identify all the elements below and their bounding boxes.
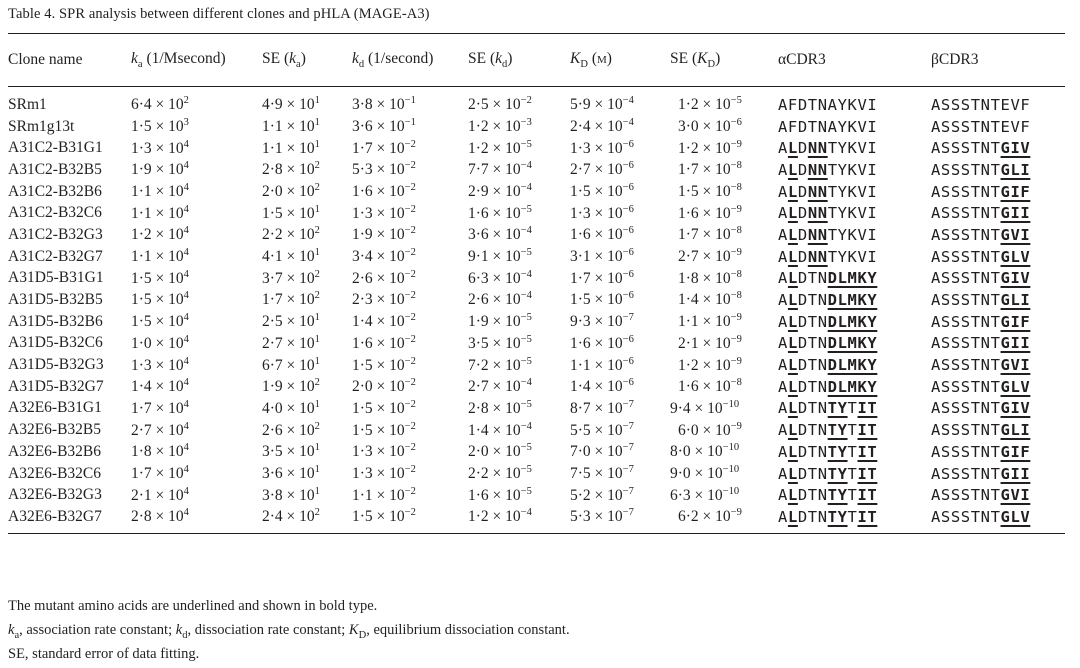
- clone-name-cell: A31C2-B31G1: [8, 139, 103, 157]
- ka-cell: $1\cdot 4 \times 10^4$: [131, 377, 189, 396]
- col-header-se-ka: SE $(k_a)$: [262, 49, 306, 71]
- se-ka-cell: $2\cdot 0 \times 10^2$: [262, 182, 320, 201]
- se-KD-cell: $9\cdot 4 \times 10^{-10}$: [670, 398, 740, 418]
- se-ka-cell: $3\cdot 8 \times 10^1$: [262, 485, 320, 504]
- alpha-cdr3-cell: ALDNNTYKVI: [778, 204, 878, 223]
- se-KD-cell: $1\cdot 5 \times 10^{-8}$: [678, 182, 742, 201]
- KD-cell: $5\cdot 2 \times 10^{-7}$: [570, 485, 634, 504]
- table-row: [8, 506, 1065, 533]
- clone-name-cell: A31D5-B32B5: [8, 291, 103, 309]
- alpha-cdr3-cell: ALDTNDLMKY: [778, 377, 878, 396]
- KD-cell: $1\cdot 5 \times 10^{-6}$: [570, 290, 634, 309]
- se-ka-cell: $4\cdot 9 \times 10^1$: [262, 95, 320, 114]
- se-ka-cell: $1\cdot 1 \times 10^1$: [262, 116, 320, 136]
- clone-name-cell: A32E6-B32B6: [8, 442, 101, 460]
- mutant-residues: DLMKY: [827, 291, 878, 310]
- table-row: [8, 246, 1065, 268]
- KD-cell: $3\cdot 1 \times 10^{-6}$: [570, 247, 634, 266]
- mutant-residues: IT: [857, 442, 878, 461]
- col-header-se-KD: SE $(K_D)$: [670, 49, 721, 71]
- mutant-residues: GIV: [1000, 139, 1031, 158]
- kd-cell: $1\cdot 7 \times 10^{-2}$: [352, 138, 416, 157]
- beta-cdr3-cell: ASSSTNTEVF: [931, 117, 1031, 136]
- se-kd-cell: $9\cdot 1 \times 10^{-5}$: [468, 247, 532, 266]
- se-kd-cell: $2\cdot 9 \times 10^{-4}$: [468, 182, 532, 201]
- mutant-residues: L: [787, 486, 798, 505]
- se-ka-cell: $3\cdot 5 \times 10^1$: [262, 442, 320, 461]
- ka-cell: $1\cdot 1 \times 10^4$: [131, 247, 189, 266]
- kd-cell: $3\cdot 8 \times 10^{-1}$: [352, 95, 416, 114]
- alpha-cdr3-cell: ALDTNDLMKY: [778, 291, 878, 310]
- alpha-cdr3-cell: ALDTNDLMKY: [778, 356, 878, 375]
- beta-cdr3-cell: ASSSTNTGLI: [931, 160, 1031, 179]
- se-KD-cell: $1\cdot 2 \times 10^{-9}$: [678, 355, 742, 374]
- mutant-residues: GIF: [1000, 312, 1031, 331]
- KD-cell: $8\cdot 7 \times 10^{-7}$: [570, 398, 634, 418]
- mutant-residues: GLI: [1000, 160, 1031, 179]
- alpha-cdr3-cell: ALDNNTYKVI: [778, 160, 878, 179]
- se-KD-cell: $1\cdot 2 \times 10^{-9}$: [678, 138, 742, 157]
- KD-cell: $1\cdot 3 \times 10^{-6}$: [570, 138, 634, 157]
- mutant-residues: GVI: [1000, 225, 1031, 244]
- mutant-residues: GIV: [1000, 399, 1031, 418]
- beta-cdr3-cell: ASSSTNTGIF: [931, 312, 1031, 331]
- table-row: [8, 181, 1065, 203]
- clone-name-cell: A32E6-B32G3: [8, 486, 102, 504]
- mutant-residues: DLMKY: [827, 377, 878, 396]
- se-ka-cell: $2\cdot 2 \times 10^2$: [262, 225, 320, 244]
- beta-cdr3-cell: ASSSTNTGIF: [931, 182, 1031, 201]
- table-row: [8, 311, 1065, 333]
- se-kd-cell: $2\cdot 6 \times 10^{-4}$: [468, 290, 532, 309]
- alpha-cdr3-cell: ALDTNTYTIT: [778, 421, 878, 440]
- mutant-residues: TY: [827, 464, 848, 483]
- ka-cell: $1\cdot 5 \times 10^4$: [131, 290, 189, 309]
- header-row: [8, 34, 1065, 87]
- clone-name-cell: A31D5-B32B6: [8, 312, 103, 330]
- table-row: [8, 419, 1065, 441]
- mutant-residues: GLI: [1000, 421, 1031, 440]
- table-row: [8, 398, 1065, 420]
- se-kd-cell: $6\cdot 3 \times 10^{-4}$: [468, 268, 532, 287]
- se-kd-cell: $2\cdot 5 \times 10^{-2}$: [468, 95, 532, 114]
- beta-cdr3-cell: ASSSTNTGLI: [931, 421, 1031, 440]
- mutant-residues: TY: [827, 486, 848, 505]
- kd-cell: $1\cdot 5 \times 10^{-2}$: [352, 355, 416, 374]
- beta-cdr3-cell: ASSSTNTGLI: [931, 291, 1031, 310]
- beta-cdr3-cell: ASSSTNTGIV: [931, 139, 1031, 158]
- mutant-residues: GLI: [1000, 291, 1031, 310]
- mutant-residues: DLMKY: [827, 312, 878, 331]
- mutant-residues: L: [787, 182, 798, 201]
- kd-cell: $1\cdot 4 \times 10^{-2}$: [352, 312, 416, 331]
- se-KD-cell: $1\cdot 4 \times 10^{-8}$: [678, 290, 742, 309]
- mutant-residues: L: [787, 247, 798, 266]
- se-ka-cell: $2\cdot 8 \times 10^2$: [262, 160, 320, 179]
- ka-cell: $1\cdot 2 \times 10^4$: [131, 225, 189, 244]
- kd-cell: $1\cdot 3 \times 10^{-2}$: [352, 203, 416, 222]
- KD-cell: $1\cdot 7 \times 10^{-6}$: [570, 268, 634, 287]
- KD-cell: $7\cdot 0 \times 10^{-7}$: [570, 442, 634, 461]
- mutant-residues: L: [787, 334, 798, 353]
- se-ka-cell: $1\cdot 5 \times 10^1$: [262, 203, 320, 222]
- table-row: [8, 333, 1065, 355]
- se-kd-cell: $2\cdot 0 \times 10^{-5}$: [468, 442, 532, 461]
- mutant-residues: TY: [827, 507, 848, 526]
- beta-cdr3-cell: ASSSTNTGVI: [931, 486, 1031, 505]
- se-ka-cell: $1\cdot 1 \times 10^1$: [262, 138, 320, 157]
- kd-cell: $2\cdot 3 \times 10^{-2}$: [352, 290, 416, 309]
- beta-cdr3-cell: ASSSTNTGVI: [931, 356, 1031, 375]
- mutant-residues: L: [787, 139, 798, 158]
- mutant-residues: NN: [807, 247, 828, 266]
- beta-cdr3-cell: ASSSTNTGIV: [931, 399, 1031, 418]
- mutant-residues: GII: [1000, 204, 1031, 223]
- kd-cell: $3\cdot 4 \times 10^{-2}$: [352, 247, 416, 266]
- KD-cell: $1\cdot 1 \times 10^{-6}$: [570, 355, 634, 374]
- kd-cell: $2\cdot 0 \times 10^{-2}$: [352, 377, 416, 396]
- mutant-residues: L: [787, 464, 798, 483]
- ka-cell: $1\cdot 5 \times 10^3$: [131, 116, 189, 136]
- se-ka-cell: $1\cdot 9 \times 10^2$: [262, 377, 320, 396]
- table-row: [8, 289, 1065, 311]
- table-row: [8, 202, 1065, 224]
- col-header-kd: $k_d$ (1/second): [352, 49, 434, 71]
- KD-cell: $7\cdot 5 \times 10^{-7}$: [570, 463, 634, 483]
- se-kd-cell: $1\cdot 6 \times 10^{-5}$: [468, 485, 532, 504]
- ka-cell: $1\cdot 5 \times 10^4$: [131, 312, 189, 331]
- se-ka-cell: $4\cdot 0 \times 10^1$: [262, 398, 320, 418]
- kd-cell: $1\cdot 5 \times 10^{-2}$: [352, 398, 416, 418]
- KD-cell: $5\cdot 3 \times 10^{-7}$: [570, 507, 634, 526]
- mutant-residues: L: [787, 291, 798, 310]
- clone-name-cell: A31D5-B32G7: [8, 377, 104, 395]
- table-row: [8, 224, 1065, 246]
- alpha-cdr3-cell: ALDNNTYKVI: [778, 182, 878, 201]
- clone-name-cell: SRm1: [8, 95, 47, 113]
- se-kd-cell: $1\cdot 9 \times 10^{-5}$: [468, 312, 532, 331]
- mutant-residues: L: [787, 204, 798, 223]
- mutant-residues: GLV: [1000, 377, 1031, 396]
- table-row: [8, 159, 1065, 181]
- se-ka-cell: $6\cdot 7 \times 10^1$: [262, 355, 320, 374]
- se-kd-cell: $2\cdot 8 \times 10^{-5}$: [468, 398, 532, 418]
- note-abbrev-se: SE, standard error of data fitting.: [8, 646, 200, 662]
- se-ka-cell: $3\cdot 7 \times 10^2$: [262, 268, 320, 287]
- alpha-cdr3-cell: AFDTNAYKVI: [778, 95, 878, 114]
- ka-cell: $2\cdot 7 \times 10^4$: [131, 420, 189, 439]
- mutant-residues: NN: [807, 139, 828, 158]
- kd-cell: $5\cdot 3 \times 10^{-2}$: [352, 160, 416, 179]
- beta-cdr3-cell: ASSSTNTGIV: [931, 269, 1031, 288]
- se-kd-cell: $1\cdot 2 \times 10^{-3}$: [468, 116, 532, 136]
- mutant-residues: L: [787, 507, 798, 526]
- KD-cell: $5\cdot 9 \times 10^{-4}$: [570, 95, 634, 114]
- se-kd-cell: $7\cdot 2 \times 10^{-5}$: [468, 355, 532, 374]
- mutant-residues: L: [787, 225, 798, 244]
- clone-name-cell: A31D5-B32C6: [8, 334, 103, 352]
- KD-cell: $2\cdot 4 \times 10^{-4}$: [570, 116, 634, 136]
- se-KD-cell: $1\cdot 6 \times 10^{-8}$: [678, 377, 742, 396]
- se-KD-cell: $1\cdot 7 \times 10^{-8}$: [678, 160, 742, 179]
- se-KD-cell: $1\cdot 8 \times 10^{-8}$: [678, 268, 742, 287]
- table-row: [8, 116, 1065, 138]
- se-kd-cell: $1\cdot 4 \times 10^{-4}$: [468, 420, 532, 439]
- clone-name-cell: A32E6-B32G7: [8, 507, 102, 525]
- table-row: [8, 137, 1065, 159]
- se-kd-cell: $7\cdot 7 \times 10^{-4}$: [468, 160, 532, 179]
- mutant-residues: GII: [1000, 334, 1031, 353]
- mutant-residues: GLV: [1000, 507, 1031, 526]
- mutant-residues: NN: [807, 204, 828, 223]
- se-KD-cell: $2\cdot 7 \times 10^{-9}$: [678, 247, 742, 266]
- se-ka-cell: $3\cdot 6 \times 10^1$: [262, 463, 320, 483]
- kd-cell: $1\cdot 9 \times 10^{-2}$: [352, 225, 416, 244]
- se-KD-cell: $1\cdot 2 \times 10^{-5}$: [678, 95, 742, 114]
- se-kd-cell: $3\cdot 5 \times 10^{-5}$: [468, 333, 532, 352]
- alpha-cdr3-cell: ALDNNTYKVI: [778, 139, 878, 158]
- alpha-cdr3-cell: ALDTNTYTIT: [778, 486, 878, 505]
- mutant-residues: IT: [857, 507, 878, 526]
- beta-cdr3-cell: ASSSTNTGVI: [931, 225, 1031, 244]
- se-KD-cell: $6\cdot 2 \times 10^{-9}$: [678, 507, 742, 526]
- se-kd-cell: $2\cdot 7 \times 10^{-4}$: [468, 377, 532, 396]
- se-ka-cell: $2\cdot 5 \times 10^1$: [262, 312, 320, 331]
- KD-cell: $1\cdot 6 \times 10^{-6}$: [570, 225, 634, 244]
- mutant-residues: IT: [857, 421, 878, 440]
- beta-cdr3-cell: ASSSTNTGLV: [931, 377, 1031, 396]
- table-row: [8, 463, 1065, 485]
- kd-cell: $1\cdot 5 \times 10^{-2}$: [352, 420, 416, 439]
- se-kd-cell: $1\cdot 2 \times 10^{-5}$: [468, 138, 532, 157]
- se-kd-cell: $2\cdot 2 \times 10^{-5}$: [468, 463, 532, 483]
- clone-name-cell: A31D5-B31G1: [8, 269, 104, 287]
- beta-cdr3-cell: ASSSTNTGII: [931, 334, 1031, 353]
- mutant-residues: IT: [857, 486, 878, 505]
- alpha-cdr3-cell: ALDTNTYTIT: [778, 399, 878, 418]
- mutant-residues: L: [787, 312, 798, 331]
- mutant-residues: L: [787, 399, 798, 418]
- se-ka-cell: $1\cdot 7 \times 10^2$: [262, 290, 320, 309]
- mutant-residues: L: [787, 160, 798, 179]
- col-header-acdr3: αCDR3: [778, 51, 826, 68]
- ka-cell: $1\cdot 3 \times 10^4$: [131, 355, 189, 374]
- clone-name-cell: A31C2-B32B5: [8, 160, 102, 178]
- se-kd-cell: $1\cdot 2 \times 10^{-4}$: [468, 507, 532, 526]
- table-row: [8, 87, 1065, 116]
- clone-name-cell: A31C2-B32B6: [8, 182, 102, 200]
- KD-cell: $5\cdot 5 \times 10^{-7}$: [570, 420, 634, 439]
- mutant-residues: DLMKY: [827, 269, 878, 288]
- mutant-residues: GLV: [1000, 247, 1031, 266]
- col-header-se-kd: SE $(k_d)$: [468, 49, 513, 71]
- se-kd-cell: $1\cdot 6 \times 10^{-5}$: [468, 203, 532, 222]
- kd-cell: $1\cdot 6 \times 10^{-2}$: [352, 182, 416, 201]
- col-header-KD: $K_D$ (m): [570, 49, 612, 71]
- mutant-residues: NN: [807, 160, 828, 179]
- clone-name-cell: SRm1g13t: [8, 117, 75, 135]
- table-caption: Table 4. SPR analysis between different clones and pHLA (MAGE-A3): [8, 6, 430, 22]
- mutant-residues: DLMKY: [827, 356, 878, 375]
- clone-name-cell: A32E6-B32B5: [8, 421, 101, 439]
- alpha-cdr3-cell: ALDTNTYTIT: [778, 464, 878, 483]
- se-KD-cell: $6\cdot 0 \times 10^{-9}$: [678, 420, 742, 439]
- alpha-cdr3-cell: ALDTNDLMKY: [778, 312, 878, 331]
- alpha-cdr3-cell: ALDNNTYKVI: [778, 225, 878, 244]
- col-header-bcdr3: βCDR3: [931, 51, 979, 68]
- note-mutant: The mutant amino acids are underlined and shown in bold type.: [8, 598, 378, 614]
- ka-cell: $1\cdot 7 \times 10^4$: [131, 463, 189, 483]
- mutant-residues: GIF: [1000, 182, 1031, 201]
- KD-cell: $1\cdot 4 \times 10^{-6}$: [570, 377, 634, 396]
- mutant-residues: GIV: [1000, 269, 1031, 288]
- se-KD-cell: $8\cdot 0 \times 10^{-10}$: [670, 442, 740, 461]
- mutant-residues: L: [787, 421, 798, 440]
- mutant-residues: GVI: [1000, 486, 1031, 505]
- clone-name-cell: A32E6-B32C6: [8, 464, 101, 482]
- kd-cell: $1\cdot 3 \times 10^{-2}$: [352, 442, 416, 461]
- col-header-clone: Clone name: [8, 51, 83, 68]
- beta-cdr3-cell: ASSSTNTGLV: [931, 507, 1031, 526]
- table-row: [8, 354, 1065, 376]
- kd-cell: $1\cdot 1 \times 10^{-2}$: [352, 485, 416, 504]
- ka-cell: $1\cdot 9 \times 10^4$: [131, 160, 189, 179]
- se-KD-cell: $1\cdot 1 \times 10^{-9}$: [678, 312, 742, 331]
- beta-cdr3-cell: ASSSTNTGIF: [931, 442, 1031, 461]
- alpha-cdr3-cell: AFDTNAYKVI: [778, 117, 878, 136]
- KD-cell: $9\cdot 3 \times 10^{-7}$: [570, 312, 634, 331]
- alpha-cdr3-cell: ALDNNTYKVI: [778, 247, 878, 266]
- clone-name-cell: A31C2-B32G3: [8, 225, 103, 243]
- table-row: [8, 376, 1065, 398]
- mutant-residues: L: [787, 377, 798, 396]
- beta-cdr3-cell: ASSSTNTEVF: [931, 95, 1031, 114]
- clone-name-cell: A31C2-B32G7: [8, 247, 103, 265]
- ka-cell: $1\cdot 3 \times 10^4$: [131, 138, 189, 157]
- se-ka-cell: $2\cdot 4 \times 10^2$: [262, 507, 320, 526]
- beta-cdr3-cell: ASSSTNTGLV: [931, 247, 1031, 266]
- ka-cell: $1\cdot 0 \times 10^4$: [131, 333, 189, 352]
- KD-cell: $1\cdot 3 \times 10^{-6}$: [570, 203, 634, 222]
- mutant-residues: IT: [857, 399, 878, 418]
- mutant-residues: DLMKY: [827, 334, 878, 353]
- ka-cell: $2\cdot 8 \times 10^4$: [131, 507, 189, 526]
- mutant-residues: TY: [827, 421, 848, 440]
- se-KD-cell: $3\cdot 0 \times 10^{-6}$: [678, 116, 742, 136]
- KD-cell: $2\cdot 7 \times 10^{-6}$: [570, 160, 634, 179]
- clone-name-cell: A31C2-B32C6: [8, 204, 102, 222]
- kd-cell: $1\cdot 6 \times 10^{-2}$: [352, 333, 416, 352]
- beta-cdr3-cell: ASSSTNTGII: [931, 464, 1031, 483]
- se-ka-cell: $2\cdot 6 \times 10^2$: [262, 420, 320, 439]
- se-KD-cell: $2\cdot 1 \times 10^{-9}$: [678, 333, 742, 352]
- kd-cell: $1\cdot 3 \times 10^{-2}$: [352, 463, 416, 483]
- beta-cdr3-cell: ASSSTNTGII: [931, 204, 1031, 223]
- ka-cell: $1\cdot 1 \times 10^4$: [131, 203, 189, 222]
- se-ka-cell: $2\cdot 7 \times 10^1$: [262, 333, 320, 352]
- mutant-residues: TY: [827, 442, 848, 461]
- spr-table: [8, 33, 1065, 534]
- kd-cell: $1\cdot 5 \times 10^{-2}$: [352, 507, 416, 526]
- mutant-residues: GII: [1000, 464, 1031, 483]
- ka-cell: $1\cdot 8 \times 10^4$: [131, 442, 189, 461]
- table-row: [8, 268, 1065, 290]
- table-row: [8, 484, 1065, 506]
- se-KD-cell: $1\cdot 7 \times 10^{-8}$: [678, 225, 742, 244]
- KD-cell: $1\cdot 6 \times 10^{-6}$: [570, 333, 634, 352]
- mutant-residues: NN: [807, 225, 828, 244]
- mutant-residues: L: [787, 442, 798, 461]
- col-header-ka: $k_a$ (1/Msecond): [131, 49, 226, 71]
- alpha-cdr3-cell: ALDTNDLMKY: [778, 269, 878, 288]
- se-KD-cell: $6\cdot 3 \times 10^{-10}$: [670, 485, 740, 504]
- se-KD-cell: $1\cdot 6 \times 10^{-9}$: [678, 203, 742, 222]
- mutant-residues: GVI: [1000, 356, 1031, 375]
- table-row: [8, 441, 1065, 463]
- mutant-residues: NN: [807, 182, 828, 201]
- kd-cell: $3\cdot 6 \times 10^{-1}$: [352, 116, 416, 136]
- mutant-residues: L: [787, 356, 798, 375]
- mutant-residues: TY: [827, 399, 848, 418]
- mutant-residues: L: [787, 269, 798, 288]
- mutant-residues: IT: [857, 464, 878, 483]
- se-kd-cell: $3\cdot 6 \times 10^{-4}$: [468, 225, 532, 244]
- se-KD-cell: $9\cdot 0 \times 10^{-10}$: [670, 463, 740, 483]
- ka-cell: $1\cdot 1 \times 10^4$: [131, 182, 189, 201]
- alpha-cdr3-cell: ALDTNDLMKY: [778, 334, 878, 353]
- note-abbrev-rate: $k_a$, association rate constant; $k_d$, dissociation rate constant; $K_D$, equilibrium dissociation constant.: [8, 622, 570, 641]
- mutant-residues: GIF: [1000, 442, 1031, 461]
- clone-name-cell: A31D5-B32G3: [8, 356, 104, 374]
- ka-cell: $6\cdot 4 \times 10^2$: [131, 95, 189, 114]
- table-body: [8, 87, 1065, 534]
- alpha-cdr3-cell: ALDTNTYTIT: [778, 507, 878, 526]
- ka-cell: $1\cdot 5 \times 10^4$: [131, 268, 189, 287]
- ka-cell: $2\cdot 1 \times 10^4$: [131, 485, 189, 504]
- KD-cell: $1\cdot 5 \times 10^{-6}$: [570, 182, 634, 201]
- clone-name-cell: A32E6-B31G1: [8, 399, 102, 417]
- ka-cell: $1\cdot 7 \times 10^4$: [131, 398, 189, 418]
- alpha-cdr3-cell: ALDTNTYTIT: [778, 442, 878, 461]
- se-ka-cell: $4\cdot 1 \times 10^1$: [262, 247, 320, 266]
- kd-cell: $2\cdot 6 \times 10^{-2}$: [352, 268, 416, 287]
